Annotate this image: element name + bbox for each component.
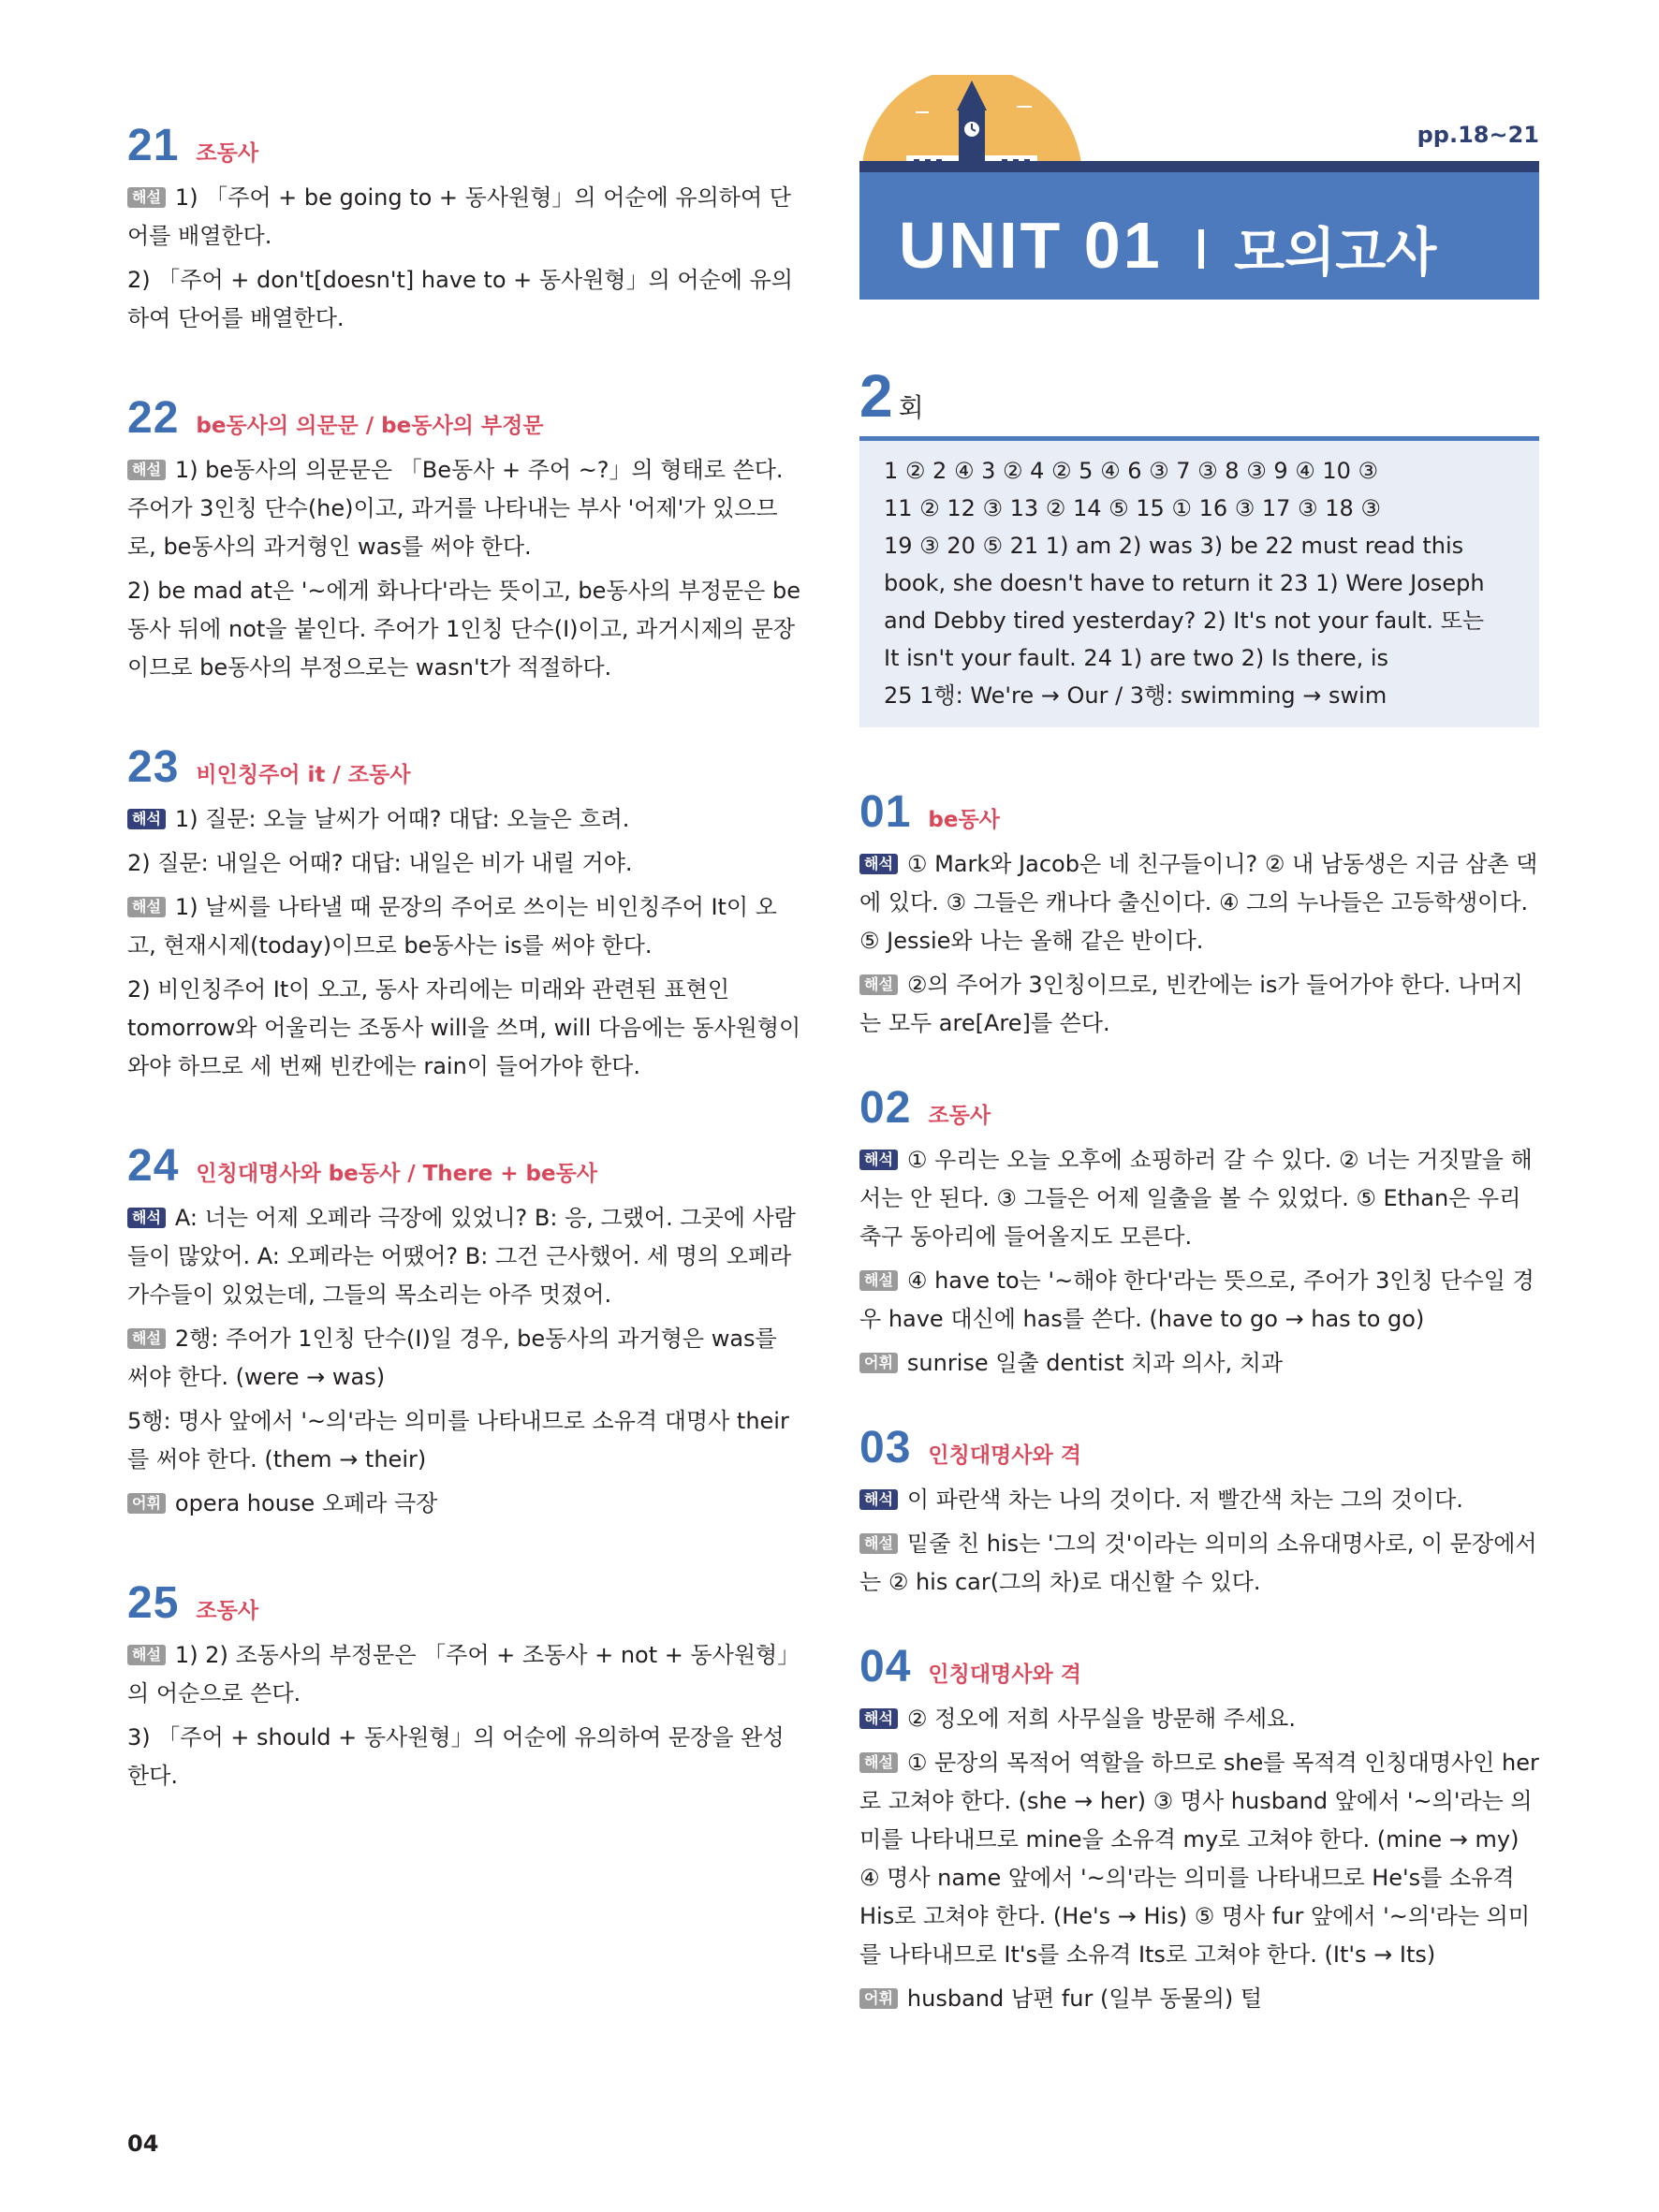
explanation-text: 2) be mad at은 '~에게 화나다'라는 뜻이고, be동사의 부정문은 be동사 뒤에 not을 붙인다. 주어가 1인칭 단수(I)이고, 과거시제의 문장이므로 be동사의 부정으로는 wasn't가 적절하다. xyxy=(127,578,800,681)
tag-label: 해석 xyxy=(127,809,166,829)
translation-text: 1) 질문: 오늘 날씨가 어때? 대답: 오늘은 흐려. xyxy=(174,806,630,832)
tag-label: 해설 xyxy=(127,897,166,917)
explanation xyxy=(127,572,805,687)
question-topic: 비인칭주어 it / 조동사 xyxy=(196,763,411,787)
translation-text: ① Mark와 Jacob은 네 친구들이니? ② 내 남동생은 지금 삼촌 댁에 있다. ③ 그들은 캐나다 출신이다. ④ 그의 누나들은 고등학생이다. ⑤ Jessie와 나는 올해 같은 반이다. xyxy=(859,851,1538,954)
translation xyxy=(127,1199,805,1314)
tag-label: 해설 xyxy=(859,1752,898,1773)
answer-line: 25 1행: We're → Our / 3행: swimming → swim xyxy=(884,682,1387,709)
tag-label: 해설 xyxy=(859,974,898,995)
tag-label: 어휘 xyxy=(127,1493,166,1514)
left-column xyxy=(127,120,805,1850)
explanation xyxy=(859,966,1539,1043)
tag-label: 해석 xyxy=(127,1208,166,1228)
tag-label: 해석 xyxy=(859,854,898,874)
unit-subtitle: 모의고사 xyxy=(1234,223,1437,284)
tag-label: 해석 xyxy=(859,1489,898,1510)
right-column xyxy=(859,786,1539,2073)
explanation-text: 2) 「주어 + don't[doesn't] have to + 동사원형」의 어순에 유의하여 단어를 배열한다. xyxy=(127,267,793,331)
translation xyxy=(859,1481,1539,1519)
tag-label: 해설 xyxy=(127,187,166,208)
question-number: 25 xyxy=(127,1578,180,1628)
unit-banner xyxy=(859,75,1539,300)
explanation-text: 2) 비인칭주어 It이 오고, 동사 자리에는 미래와 관련된 표현인 tomorrow와 어울리는 조동사 will을 쓰며, will 다음에는 동사원형이 와야 하므로 세 번째 빈칸에는 rain이 들어가야 한다. xyxy=(127,976,801,1079)
question-topic: 조동사 xyxy=(196,141,259,166)
tag-label: 해설 xyxy=(859,1270,898,1291)
explanation xyxy=(127,261,805,338)
question-number: 24 xyxy=(127,1141,180,1191)
question-04 xyxy=(859,1641,1539,2018)
question-23 xyxy=(127,741,805,1086)
tag-label: 해설 xyxy=(859,1533,898,1554)
explanation xyxy=(127,1320,805,1397)
question-topic: be동사의 의문문 / be동사의 부정문 xyxy=(196,414,544,438)
question-01 xyxy=(859,786,1539,1043)
explanation-text: 1) 2) 조동사의 부정문은 「주어 + 조동사 + not + 동사원형」의 어순으로 쓴다. xyxy=(127,1642,800,1707)
explanation xyxy=(127,1402,805,1479)
question-number: 21 xyxy=(127,121,180,170)
explanation-text: 1) be동사의 의문문은 「Be동사 + 주어 ~?」의 형태로 쓴다. 주어가 3인칭 단수(he)이고, 과거를 나타내는 부사 '어제'가 있으므로, be동사의 과거형인 was를 써야 한다. xyxy=(127,457,784,560)
question-22 xyxy=(127,392,805,687)
page-range: pp.18~21 xyxy=(1417,122,1539,148)
tag-label: 해설 xyxy=(127,1328,166,1349)
round-label: 회 xyxy=(898,392,924,423)
question-number: 02 xyxy=(859,1083,912,1133)
tag-label: 해석 xyxy=(859,1150,898,1170)
translation-text: A: 너는 어제 오페라 극장에 있었니? B: 응, 그랬어. 그곳에 사람들이 많았어. A: 오페라는 어땠어? B: 그건 근사했어. 세 명의 오페라 가수들이 있었는데, 그들의 목소리는 아주 멋졌어. xyxy=(127,1205,796,1308)
round-heading xyxy=(859,361,1539,430)
unit-title: UNIT 01 xyxy=(899,209,1163,282)
answer-line: book, she doesn't have to return it 23 1) Were Joseph xyxy=(884,570,1485,596)
tag-label: 어휘 xyxy=(859,1353,898,1373)
explanation-text: 1) 날씨를 나타낼 때 문장의 주어로 쓰이는 비인칭주어 It이 오고, 현재시제(today)이므로 be동사는 is를 써야 한다. xyxy=(127,894,777,959)
page-number: 04 xyxy=(127,2131,159,2157)
answer-line: 1 ② 2 ④ 3 ② 4 ② 5 ④ 6 ③ 7 ③ 8 ③ 9 ④ 10 ③ xyxy=(884,458,1379,484)
question-number: 04 xyxy=(859,1642,912,1692)
translation xyxy=(127,844,805,883)
question-number: 01 xyxy=(859,787,912,837)
answer-line: and Debby tired yesterday? 2) It's not your fault. 또는 xyxy=(884,608,1485,634)
explanation-text: 1) 「주어 + be going to + 동사원형」의 어순에 유의하여 단어를 배열한다. xyxy=(127,184,791,249)
explanation-text: 밑줄 친 his는 '그의 것'이라는 의미의 소유대명사로, 이 문장에서는 ② his car(그의 차)로 대신할 수 있다. xyxy=(859,1531,1537,1595)
vocabulary xyxy=(859,1980,1539,2018)
question-24 xyxy=(127,1140,805,1523)
banner-stripe xyxy=(859,161,1539,172)
question-02 xyxy=(859,1082,1539,1383)
question-number: 22 xyxy=(127,393,180,443)
answer-line: It isn't your fault. 24 1) are two 2) Is there, is xyxy=(884,645,1389,671)
vocabulary xyxy=(127,1485,805,1523)
explanation-text: 5행: 명사 앞에서 '~의'라는 의미를 나타내므로 소유격 대명사 their를 써야 한다. (them → their) xyxy=(127,1408,789,1472)
title-separator xyxy=(1198,229,1204,269)
question-topic: 인칭대명사와 격 xyxy=(928,1443,1081,1468)
question-21 xyxy=(127,120,805,338)
translation-text: 2) 질문: 내일은 어때? 대답: 내일은 비가 내릴 거야. xyxy=(127,850,633,876)
explanation xyxy=(859,1525,1539,1602)
explanation xyxy=(127,179,805,256)
tag-label: 어휘 xyxy=(859,1988,898,2009)
vocabulary xyxy=(859,1344,1539,1383)
answer-section xyxy=(859,361,1539,727)
explanation xyxy=(127,1719,805,1795)
tag-label: 해설 xyxy=(127,1645,166,1665)
question-number: 03 xyxy=(859,1423,912,1472)
question-topic: 인칭대명사와 be동사 / There + be동사 xyxy=(196,1162,598,1186)
round-number: 2 xyxy=(859,362,893,430)
question-topic: 인칭대명사와 격 xyxy=(928,1663,1081,1687)
question-25 xyxy=(127,1577,805,1795)
explanation xyxy=(859,1262,1539,1339)
question-03 xyxy=(859,1422,1539,1602)
translation-text: 이 파란색 차는 나의 것이다. 저 빨간색 차는 그의 것이다. xyxy=(906,1487,1463,1513)
translation-text: ① 우리는 오늘 오후에 쇼핑하러 갈 수 있다. ② 너는 거짓말을 해서는 안 된다. ③ 그들은 어제 일출을 볼 수 있었다. ⑤ Ethan은 우리 축구 동아리에 들어올지도 모른다. xyxy=(859,1147,1533,1250)
explanation xyxy=(127,971,805,1086)
question-number: 23 xyxy=(127,742,180,792)
explanation xyxy=(859,1744,1539,1974)
question-topic: 조동사 xyxy=(196,1599,259,1623)
vocabulary-text: opera house 오페라 극장 xyxy=(174,1490,438,1516)
explanation-text: ④ have to는 '~해야 한다'라는 뜻으로, 주어가 3인칭 단수일 경우 have 대신에 has를 쓴다. (have to go → has to go) xyxy=(859,1267,1534,1332)
question-topic: be동사 xyxy=(928,808,1000,832)
explanation xyxy=(127,451,805,566)
translation-text: ② 정오에 저희 사무실을 방문해 주세요. xyxy=(906,1706,1296,1732)
explanation-text: 2행: 주어가 1인칭 단수(I)일 경우, be동사의 과거형은 was를 써야 한다. (were → was) xyxy=(127,1326,777,1390)
answer-line: 11 ② 12 ③ 13 ② 14 ⑤ 15 ① 16 ③ 17 ③ 18 ③ xyxy=(884,495,1381,521)
translation xyxy=(859,1141,1539,1256)
explanation-text: ① 문장의 목적어 역할을 하므로 she를 목적격 인칭대명사인 her로 고쳐야 한다. (she → her) ③ 명사 husband 앞에서 '~의'라는 의미를 나타내므로 mine을 소유격 my로 고쳐야 한다. (mine → my) ④ 명사 name 앞에서 '~의'라는 의미를 나타내므로 He's를 소유격 His로 고쳐야 한다. (He's → His) ⑤ 명사 fur 앞에서 '~의'라는 의미를 나타내므로 It's를 소유격 Its로 고쳐야 한다. (It's → Its) xyxy=(859,1750,1539,1968)
explanation-text: 3) 「주어 + should + 동사원형」의 어순에 유의하여 문장을 완성한다. xyxy=(127,1724,785,1789)
explanation xyxy=(127,888,805,965)
tag-label: 해설 xyxy=(127,460,166,480)
explanation-text: ②의 주어가 3인칭이므로, 빈칸에는 is가 들어가야 한다. 나머지는 모두 are[Are]를 쓴다. xyxy=(859,972,1523,1036)
answer-key-box xyxy=(859,436,1539,727)
tag-label: 해석 xyxy=(859,1708,898,1729)
translation xyxy=(127,800,805,839)
explanation xyxy=(127,1636,805,1713)
translation xyxy=(859,845,1539,960)
answer-line: 19 ③ 20 ⑤ 21 1) am 2) was 3) be 22 must read this xyxy=(884,533,1464,559)
question-topic: 조동사 xyxy=(928,1104,991,1128)
vocabulary-text: husband 남편 fur (일부 동물의) 털 xyxy=(906,1985,1263,2012)
vocabulary-text: sunrise 일출 dentist 치과 의사, 치과 xyxy=(906,1350,1284,1376)
translation xyxy=(859,1700,1539,1738)
